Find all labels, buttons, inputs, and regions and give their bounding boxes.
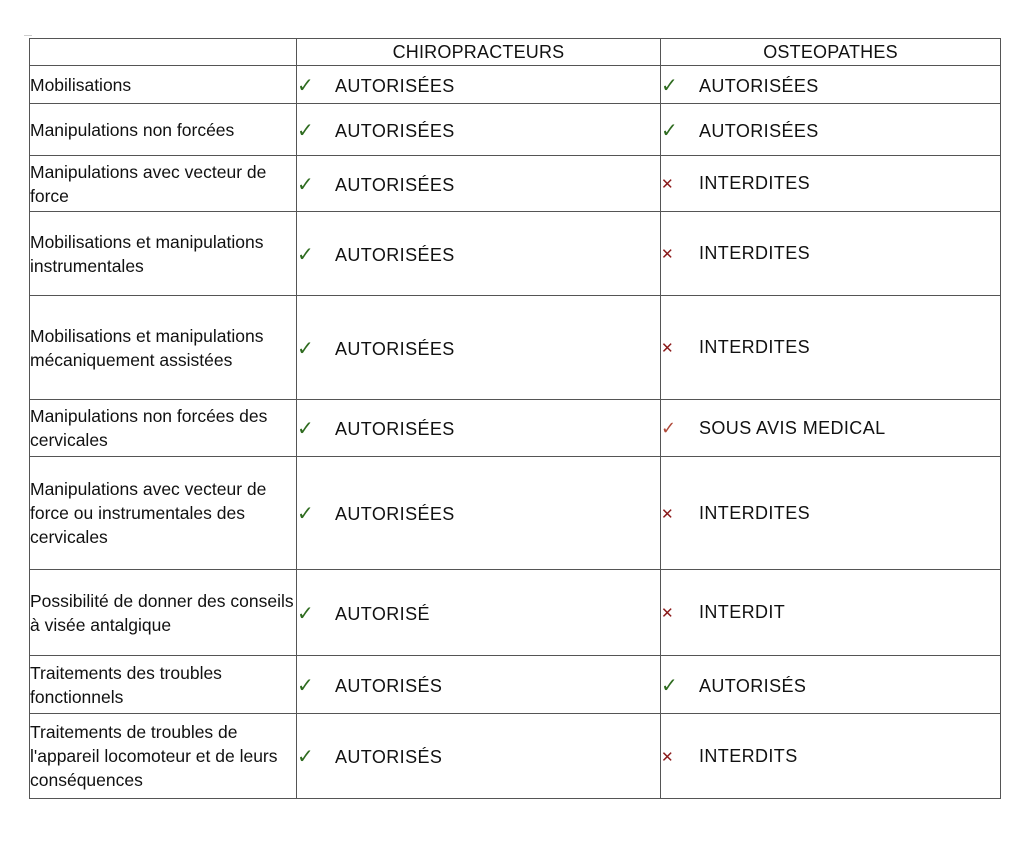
osteo-cell [661,212,1001,296]
header-osteopathes: OSTEOPATHES [661,39,1001,66]
osteo-value: INTERDIT [699,602,786,622]
chiro-value: AUTORISÉES [335,120,455,141]
row-label: Mobilisations [30,66,297,104]
osteo-cell [661,104,1001,156]
check-red-icon: ✓ [661,417,677,439]
chiro-value: AUTORISÉES [335,338,455,359]
check-icon: ✓ [297,171,314,196]
osteo-value: AUTORISÉES [699,75,819,96]
chiro-value: AUTORISÉS [335,675,443,696]
cross-icon: ✕ [661,747,674,766]
osteo-value: INTERDITES [699,173,811,193]
chiro-value: AUTORISÉES [335,419,455,439]
comparison-table [29,38,1001,799]
table-row [30,104,1001,156]
osteo-cell [661,656,1001,714]
row-label: Manipulations non forcées [30,104,297,156]
check-icon: ✓ [661,117,678,142]
table-row [30,156,1001,212]
row-label: Traitements des troubles fonctionnels [30,656,297,714]
osteo-cell [661,296,1001,400]
header-row [30,39,1001,66]
cross-icon: ✕ [661,504,674,523]
header-chiropracteurs: CHIROPRACTEURS [297,39,661,66]
table-row [30,400,1001,457]
chiro-value: AUTORISÉES [335,504,455,524]
osteo-value: INTERDITS [699,745,798,766]
chiro-cell [297,457,661,570]
check-icon: ✓ [297,241,314,266]
check-icon: ✓ [297,744,314,768]
row-label: Mobilisations et manipulations instrumentales [30,212,297,296]
check-icon: ✓ [297,117,314,142]
osteo-cell [661,400,1001,457]
chiro-cell [297,656,661,714]
osteo-value: INTERDITES [699,502,811,523]
check-icon: ✓ [297,335,314,360]
chiro-cell [297,156,661,212]
table-row [30,656,1001,714]
osteo-value: SOUS AVIS MEDICAL [699,417,886,438]
table-row [30,212,1001,296]
check-icon: ✓ [297,501,314,525]
row-label: Possibilité de donner des conseils à visée antalgique [30,570,297,656]
cross-icon: ✕ [661,245,674,263]
chiro-cell [297,714,661,799]
table-row [30,296,1001,400]
osteo-cell [661,457,1001,570]
chiro-cell [297,66,661,104]
table-row [30,714,1001,799]
chiro-cell [297,212,661,296]
osteo-value: INTERDITES [699,337,811,357]
check-icon: ✓ [661,72,678,97]
row-label: Traitements de troubles de l'appareil locomoteur et de leurs conséquences [30,714,297,799]
chiro-cell [297,296,661,400]
row-label: Manipulations avec vecteur de force [30,156,297,212]
check-icon: ✓ [297,416,314,440]
stray-mark [24,35,32,36]
cross-icon: ✕ [661,604,674,622]
chiro-cell [297,400,661,457]
row-label: Mobilisations et manipulations mécaniquement assistées [30,296,297,400]
osteo-value: INTERDITES [699,243,811,263]
row-label: Manipulations avec vecteur de force ou instrumentales des cervicales [30,457,297,570]
chiro-value: AUTORISÉ [335,603,430,624]
chiro-cell [297,104,661,156]
check-icon: ✓ [661,672,678,697]
osteo-value: AUTORISÉES [699,120,819,141]
osteo-cell [661,714,1001,799]
osteo-cell [661,156,1001,212]
cross-icon: ✕ [661,175,674,193]
chiro-value: AUTORISÉES [335,75,455,96]
chiro-cell [297,570,661,656]
header-empty-cell [30,39,297,66]
check-icon: ✓ [297,72,314,97]
chiro-value: AUTORISÉES [335,244,455,265]
table-row [30,66,1001,104]
row-label: Manipulations non forcées des cervicales [30,400,297,457]
table-row [30,457,1001,570]
cross-icon: ✕ [661,339,674,357]
check-icon: ✓ [297,600,314,625]
chiro-value: AUTORISÉES [335,174,455,195]
osteo-cell [661,66,1001,104]
table-row [30,570,1001,656]
check-icon: ✓ [297,672,314,697]
chiro-value: AUTORISÉS [335,747,443,767]
osteo-cell [661,570,1001,656]
osteo-value: AUTORISÉS [699,675,807,696]
